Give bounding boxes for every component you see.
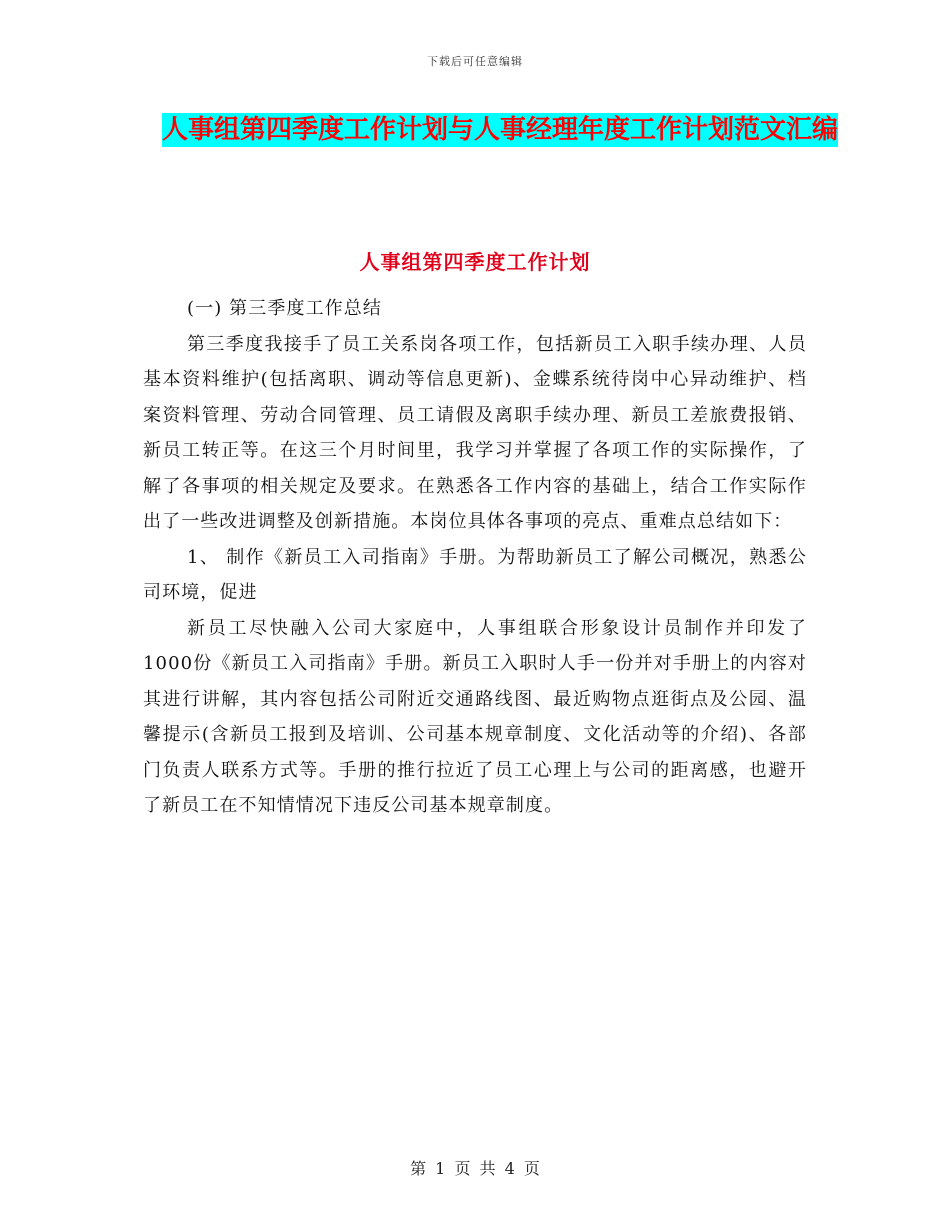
document-body xyxy=(143,291,807,824)
header-note: 下载后可任意编辑 xyxy=(427,55,523,68)
paragraph: 第三季度我接手了员工关系岗各项工作，包括新员工入职手续办理、人员基本资料维护(包括离职、调动等信息更新)、金蝶系统待岗中心异动维护、档案资料管理、劳动合同管理、员工请假及离职手续办理、新员工差旅费报销、新员工转正等。在这三个月时间里，我学习并掌握了各项工作的实际操作，了解了各事项的相关规定及要求。在熟悉各工作内容的基础上，结合工作实际作出了一些改进调整及创新措施。本岗位具体各事项的亮点、重难点总结如下： xyxy=(143,333,807,532)
paragraph: 1、 制作《新员工入司指南》手册。为帮助新员工了解公司概况，熟悉公司环境，促进 xyxy=(143,546,807,603)
paragraph-summary-heading: (一) 第三季度工作总结 xyxy=(187,298,382,319)
section-title: 人事组第四季度工作计划 xyxy=(359,250,591,274)
document-title xyxy=(140,108,860,152)
document-title-text: 人事组第四季度工作计划与人事经理年度工作计划范文汇编 xyxy=(161,115,838,145)
paragraph: 新员工尽快融入公司大家庭中，人事组联合形象设计员制作并印发了1000份《新员工入司指南》手册。新员工入职时人手一份并对手册上的内容对其进行讲解，其内容包括公司附近交通路线图、最近购物点逛街点及公园、温馨提示(含新员工报到及培训、公司基本规章制度、文化活动等的介绍)、各部门负责人联系方式等。手册的推行拉近了员工心理上与公司的距离感，也避开了新员工在不知情情况下违反公司基本规章制度。 xyxy=(143,617,807,816)
page-number: 第 1 页 共 4 页 xyxy=(410,1159,540,1178)
